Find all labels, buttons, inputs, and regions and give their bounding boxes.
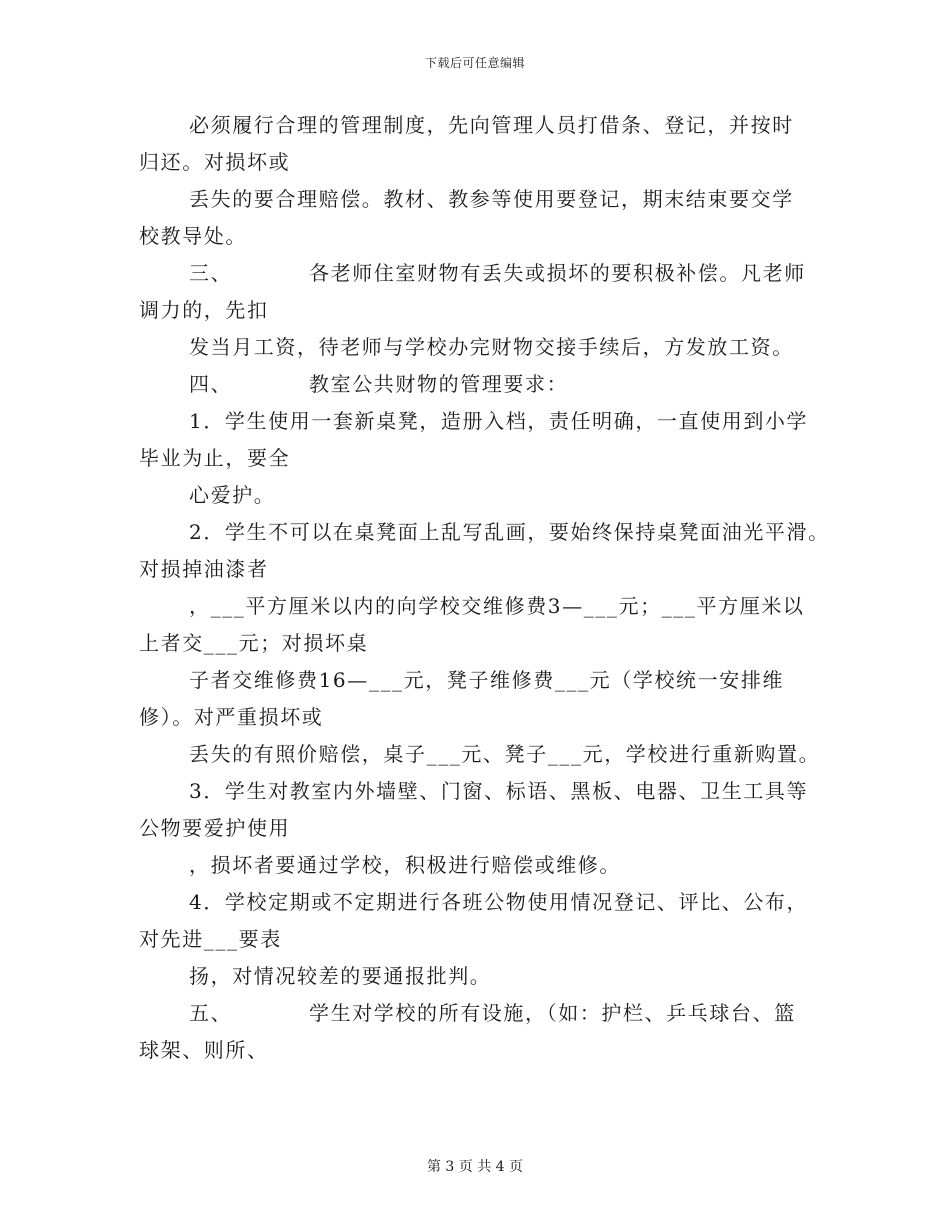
text-line: 2．学生不可以在桌凳面上乱写乱画，要始终保持桌凳面油光平滑。 — [189, 520, 830, 544]
section-heading-line: 五、 学生对学校的所有设施，（如：护栏、乒乓球台、篮 — [139, 995, 819, 1032]
text-line: 修）。对严重损坏或 — [139, 705, 324, 729]
section-heading-line: 三、 各老师住室财物有丢失或损坏的要积极补偿。凡老师 — [139, 255, 819, 292]
text-line: 子者交维修费16—___元，凳子维修费___元（学校统一安排维 — [189, 668, 785, 692]
text-line: 扬，对情况较差的要通报批判。 — [189, 964, 492, 988]
text-line: 丢失的有照价赔偿，桌子___元、凳子___元，学校进行重新购置。 — [189, 742, 821, 766]
text-line: 归还。对损坏或 — [139, 150, 291, 174]
text-line: 毕业为止，要全 — [139, 446, 291, 470]
section-number: 三、 — [189, 261, 233, 285]
text-line: 球架、则所、 — [139, 1038, 269, 1062]
page-footer: 第 3 页 共 4 页 — [426, 1159, 524, 1175]
text-line: ，损坏者要通过学校，积极进行赔偿或维修。 — [189, 853, 621, 877]
text-line: 公物要爱护使用 — [139, 816, 291, 840]
text-line: 1．学生使用一套新桌凳，造册入档，责任明确，一直使用到小学 — [189, 409, 809, 433]
text-line: 丢失的要合理赔偿。教材、教参等使用要登记，期末结束要交学 — [189, 187, 794, 211]
text-line: 调力的，先扣 — [139, 298, 269, 322]
text-line: ，___平方厘米以内的向学校交维修费3—___元；___平方厘米以 — [189, 594, 805, 618]
text-line: 发当月工资，待老师与学校办完财物交接手续后，方发放工资。 — [189, 335, 794, 359]
text-line: 心爱护。 — [189, 483, 276, 507]
text-line: 3．学生对教室内外墙壁、门窗、标语、黑板、电器、卫生工具等 — [189, 779, 809, 803]
text-line: 校教导处。 — [139, 224, 247, 248]
text-line: 必须履行合理的管理制度，先向管理人员打借条、登记，并按时 — [189, 113, 794, 137]
document-body — [139, 107, 830, 1069]
text-line: 4．学校定期或不定期进行各班公物使用情况登记、评比、公布， — [189, 890, 809, 914]
section-number: 五、 — [189, 1001, 233, 1025]
page-header: 下载后可任意编辑 — [424, 56, 525, 70]
section-number: 四、 — [189, 372, 233, 396]
section-heading-line: 四、 教室公共财物的管理要求： — [139, 366, 819, 403]
text-line: 上者交___元；对损坏桌 — [139, 631, 369, 655]
text-line: 对先进___要表 — [139, 927, 282, 951]
text-line: 对损掉油漆者 — [139, 557, 269, 581]
